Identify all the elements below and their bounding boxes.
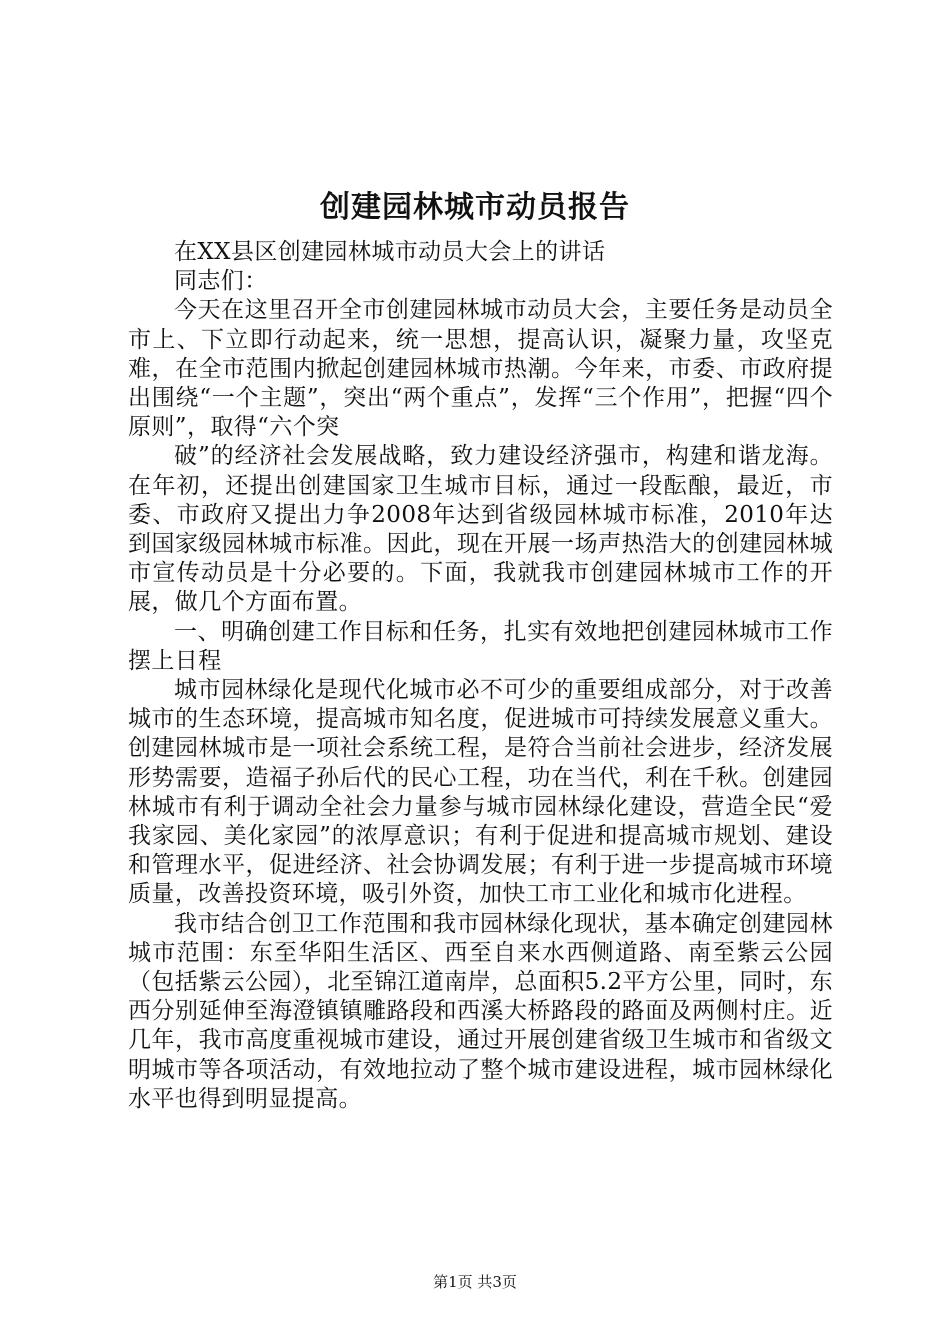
document-title: 创建园林城市动员报告 [320, 190, 630, 225]
body-paragraph: 今天在这里召开全市创建园林城市动员大会，主要任务是动员全市上、下立即行动起来，统一思想，提高认识，凝聚力量，攻坚克难，在全市范围内掀起创建园林城市热潮。今年来，市委、市政府提出围绕“一个主题”，突出“两个重点”，发挥“三个作用”，把握“四个原则”，取得“六个突 [128, 297, 833, 441]
page-number: 第1页 共3页 [433, 1273, 517, 1291]
subtitle-paragraph: 在XX县区创建园林城市动员大会上的讲话 [174, 239, 606, 265]
body-paragraph: 我市结合创卫工作范围和我市园林绿化现状，基本确定创建园林城市范围：东至华阳生活区、西至自来水西侧道路、南至紫云公园（包括紫云公园），北至锦江道南岸，总面积5.2平方公里，同时，东西分别延伸至海澄镇镇雕路段和西溪大桥路段的路面及两侧村庄。近几年，我市高度重视城市建设，通过开展创建省级卫生城市和省级文明城市等各项活动，有效地拉动了整个城市建设进程，城市园林绿化水平也得到明显提高。 [128, 910, 833, 1112]
body-paragraph: 破”的经济社会发展战略，致力建设经济强市，构建和谐龙海。在年初，还提出创建国家卫生城市目标，通过一段酝酿，最近，市委、市政府又提出力争2008年达到省级园林城市标准，2010年达到国家级园林城市标准。因此，现在开展一场声热浩大的创建园林城市宣传动员是十分必要的。下面，我就我市创建园林城市工作的开展，做几个方面布置。 [128, 443, 833, 616]
salutation-paragraph: 同志们： [174, 268, 268, 295]
section-heading: 一、明确创建工作目标和任务，扎实有效地把创建园林城市工作摆上日程 [128, 618, 833, 674]
document-body [128, 238, 833, 1114]
body-paragraph: 城市园林绿化是现代化城市必不可少的重要组成部分，对于改善城市的生态环境，提高城市知名度，促进城市可持续发展意义重大。创建园林城市是一项社会系统工程，是符合当前社会进步，经济发展形势需要，造福子孙后代的民心工程，功在当代，利在千秋。创建园林城市有利于调动全社会力量参与城市园林绿化建设，营造全民“爱我家园、美化家园”的浓厚意识；有利于促进和提高城市规划、建设和管理水平，促进经济、社会协调发展；有利于进一步提高城市环境质量，改善投资环境，吸引外资，加快工市工业化和城市化进程。 [128, 677, 833, 908]
